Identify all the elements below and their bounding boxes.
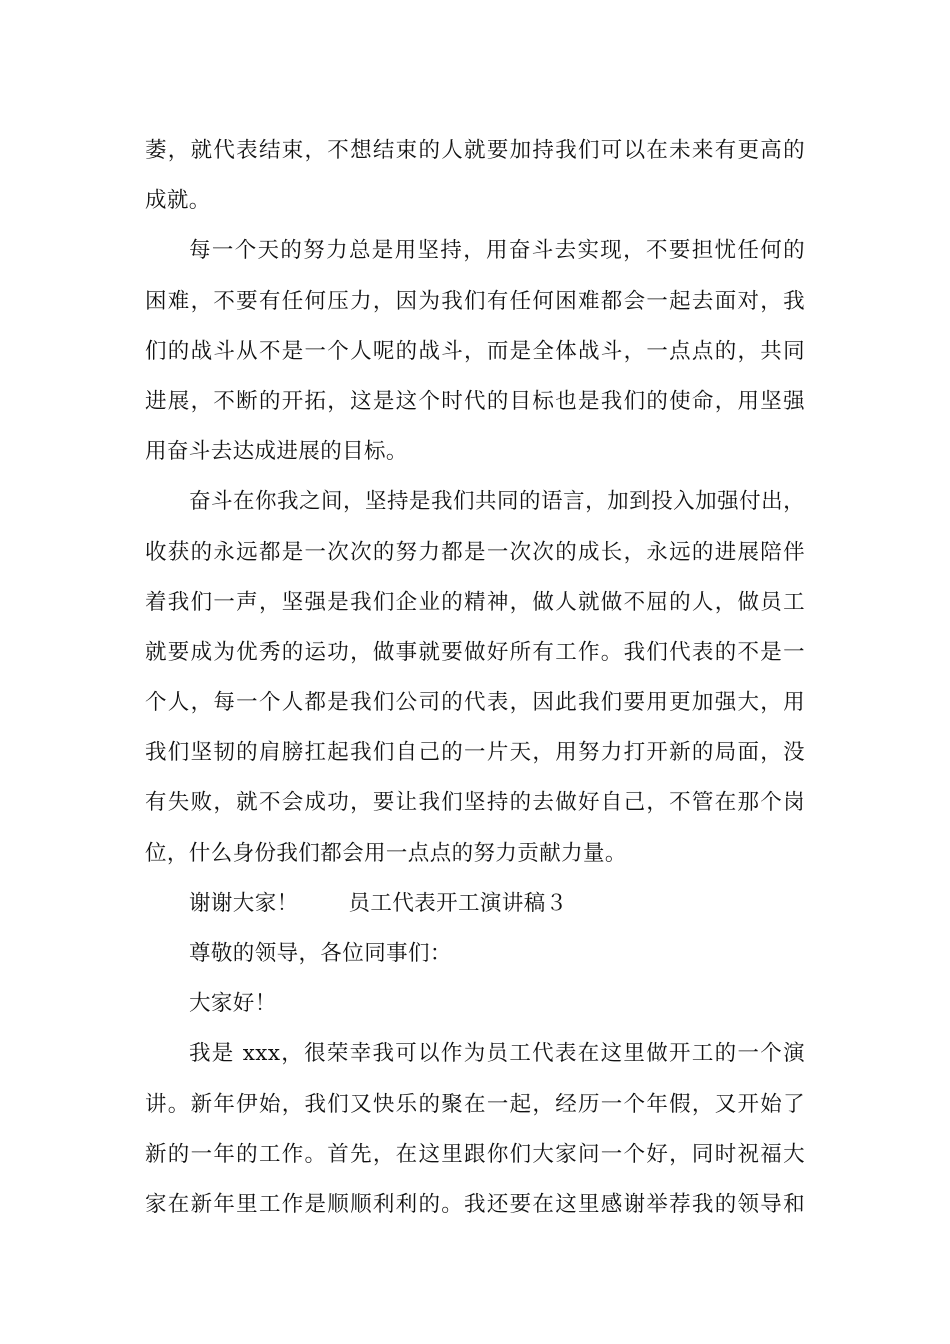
- document-body: [145, 126, 805, 1230]
- text-line: 大家好！: [189, 991, 277, 1017]
- text-line: 我们坚韧的肩膀扛起我们自己的一片天，用努力打开新的局面，没: [145, 740, 805, 766]
- section-heading: 员工代表开工演讲稿３: [348, 890, 568, 916]
- text-line: 有失败，就不会成功，要让我们坚持的去做好自己，不管在那个岗: [145, 790, 805, 816]
- text-line: 困难，不要有任何压力，因为我们有任何困难都会一起去面对，我: [145, 288, 805, 314]
- closing-thanks: 谢谢大家！: [189, 890, 299, 916]
- text-line: 奋斗在你我之间，坚持是我们共同的语言，加到投入加强付出，: [189, 489, 805, 515]
- text-line: 用奋斗去达成进展的目标。: [145, 439, 408, 465]
- text-line: 新的一年的工作。首先，在这里跟你们大家问一个好，同时祝福大: [145, 1141, 805, 1167]
- text-line: 就要成为优秀的运功，做事就要做好所有工作。我们代表的不是一: [145, 639, 805, 665]
- text-line: 家在新年里工作是顺顺利利的。我还要在这里感谢举荐我的领导和: [145, 1191, 805, 1217]
- text-line: [145, 879, 805, 929]
- text-line: 位，什么身份我们都会用一点点的努力贡献力量。: [145, 840, 627, 866]
- text-line: 尊敬的领导，各位同事们：: [189, 941, 452, 966]
- text-line: 收获的永远都是一次次的努力都是一次次的成长，永远的进展陪伴: [145, 539, 805, 565]
- text-line: 每一个天的努力总是用坚持，用奋斗去实现，不要担忧任何的: [189, 238, 805, 264]
- text-line: 进展，不断的开拓，这是这个时代的目标也是我们的使命，用坚强: [145, 388, 805, 414]
- text-line: 我是 xxx，很荣幸我可以作为员工代表在这里做开工的一个演: [189, 1041, 805, 1067]
- text-line: 个人，每一个人都是我们公司的代表，因此我们要用更加强大，用: [145, 690, 805, 716]
- text-line: 成就。: [145, 188, 211, 214]
- text-line: 讲。新年伊始，我们又快乐的聚在一起，经历一个年假，又开始了: [145, 1091, 805, 1117]
- text-line: 着我们一声，坚强是我们企业的精神，做人就做不屈的人，做员工: [145, 589, 805, 615]
- text-line: 萎，就代表结束，不想结束的人就要加持我们可以在未来有更高的: [145, 138, 805, 163]
- text-line: 们的战斗从不是一个人呢的战斗，而是全体战斗，一点点的，共同: [145, 338, 805, 364]
